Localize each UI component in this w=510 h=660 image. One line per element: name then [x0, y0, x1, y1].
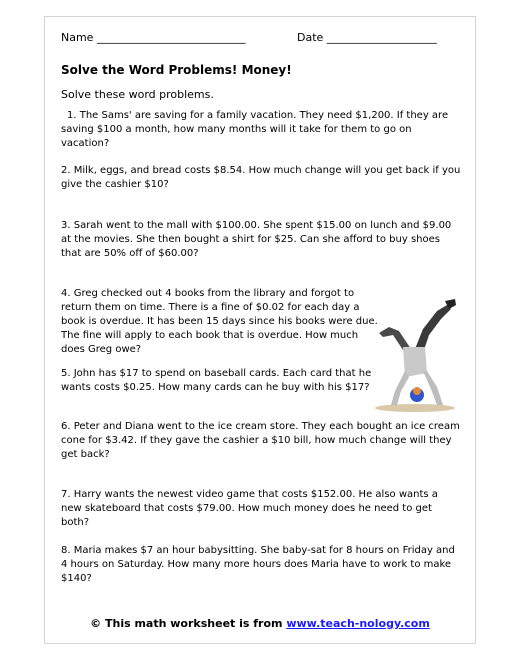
footer-credit	[45, 617, 475, 630]
dancer-torso	[403, 347, 427, 377]
problem-text: 8. Maria makes $7 an hour babysitting. She baby-sat for 8 hours on Friday and 4 hours on Saturday. How many more hours does Maria have to work to make $140?	[61, 545, 455, 584]
dancer-face	[413, 387, 421, 395]
problem-8	[61, 544, 461, 586]
floor-shadow	[375, 404, 455, 412]
breakdancer-clipart	[365, 287, 457, 415]
dancer-leg-raised	[415, 305, 451, 353]
problem-5	[61, 367, 381, 395]
problem-1	[61, 109, 461, 151]
problem-text: 7. Harry wants the newest video game that costs $152.00. He also wants a new skateboard that costs $79.00. How much money does he need to get both?	[61, 489, 438, 528]
problem-text: 2. Milk, eggs, and bread costs $8.54. How much change will you get back if you give the cashier $10?	[61, 165, 461, 190]
date-field-label: Date ____________________	[297, 31, 437, 44]
dancer-arm-right	[423, 371, 443, 405]
problem-6	[61, 420, 461, 462]
problem-text: 5. John has $17 to spend on baseball cards. Each card that he wants costs $0.25. How many cards can he buy with his $17?	[61, 368, 372, 393]
dancer-arm-left	[391, 371, 409, 405]
instructions: Solve these word problems.	[61, 88, 214, 101]
problem-text: 4. Greg checked out 4 books from the library and forgot to return them on time. There is a fine of $0.02 for each day a book is overdue. It has been 15 days since his books were due. The fine will apply to each book that is overdue. How much does Greg owe?	[61, 288, 378, 355]
worksheet-title: Solve the Word Problems! Money!	[61, 63, 292, 77]
problem-4	[61, 287, 381, 357]
problem-text: 3. Sarah went to the mall with $100.00. She spent $15.00 on lunch and $9.00 at the movies. She then bought a shirt for $25. Can she afford to buy shoes that are 50% off of $60.00?	[61, 220, 452, 259]
problem-text: 6. Peter and Diana went to the ice cream store. They each bought an ice cream cone for $3.42. If they gave the cashier a $10 bill, how much change will they get back?	[61, 421, 460, 460]
footer-link[interactable]: www.teach-nology.com	[286, 617, 430, 630]
problem-7	[61, 488, 461, 530]
footer-copyright: © This math worksheet is from	[90, 617, 287, 630]
problem-text: 1. The Sams' are saving for a family vacation. They need $1,200. If they are saving $100 a month, how many months will it take for them to go on vacation?	[61, 110, 449, 149]
problem-2	[61, 164, 461, 192]
name-field-label: Name ___________________________	[61, 31, 246, 44]
problem-3	[61, 219, 461, 261]
worksheet-page	[44, 16, 476, 644]
header-row	[61, 31, 459, 47]
